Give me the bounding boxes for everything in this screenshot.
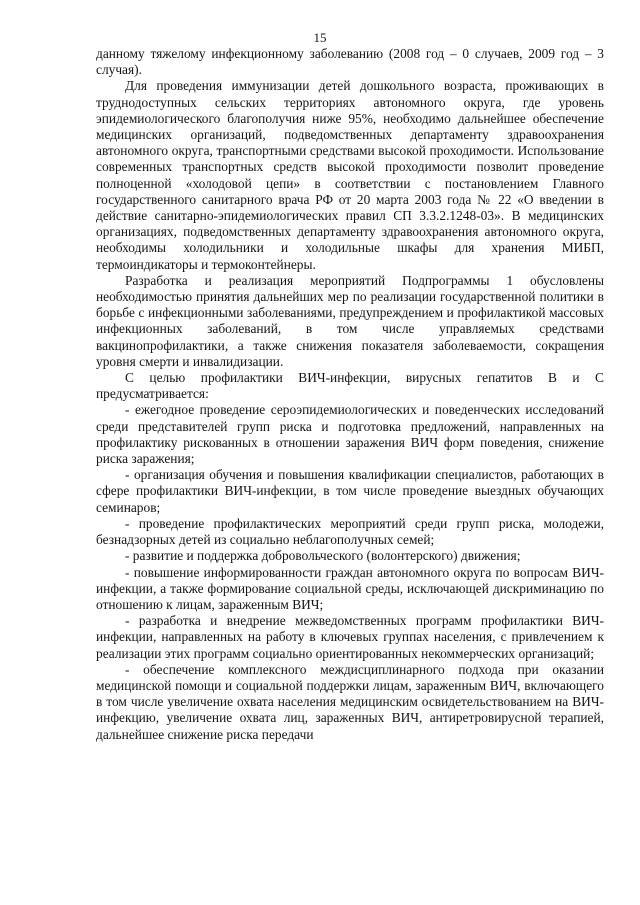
list-item: - разработка и внедрение межведомственных программ профилактики ВИЧ-инфекции, направленных на работу в ключевых группах населения, с привлечением к реализации этих программ социально ориентированных некоммерческих организаций; — [96, 613, 604, 661]
document-body — [96, 46, 604, 743]
list-item: - обеспечение комплексного междисциплинарного подхода при оказании медицинской помощи и социальной поддержки лицам, зараженным ВИЧ, включающего в том числе увеличение охвата населения медицинским освидетельствованием на ВИЧ-инфекцию, увеличение охвата лиц, зараженных ВИЧ, антиретровирусной терапией, дальнейшее снижение риска передачи — [96, 661, 604, 742]
list-item: - проведение профилактических мероприятий среди групп риска, молодежи, безнадзорных детей из социально неблагополучных семей; — [96, 515, 604, 548]
paragraph-continuation: данному тяжелому инфекционному заболеванию (2008 год – 0 случаев, 2009 год – 3 случая). — [96, 46, 604, 78]
paragraph-immunization-transport: Для проведения иммунизации детей дошкольного возраста, проживающих в труднодоступных сельских территориях автономного округа, где уровень эпидемиологического благополучия ниже 95%, необходимо дальнейшее обеспечение медицинских организаций, подведомственных департаменту здравоохранения автономного округа, транспортными средствами высокой проходимости. Использование современных транспортных средств высокой проходимости позволит проведение полноценной «холодовой цепи» в соответствии с постановлением Главного государственного санитарного врача РФ от 20 марта 2003 года № 22 «О введении в действие санитарно-эпидемиологических правил СП 3.3.2.1248-03». В медицинских организациях, подведомственных департаменту здравоохранения автономного округа, необходимы холодильники и холодильные шкафы для хранения МИБП, термоиндикаторы и термоконтейнеры. — [96, 78, 604, 272]
page-number: 15 — [313, 30, 327, 45]
list-item: - развитие и поддержка добровольческого (волонтерского) движения; — [125, 548, 521, 564]
list-item: - ежегодное проведение сероэпидемиологических и поведенческих исследований среди представителей групп риска и подготовка предложений, направленных на профилактику рискованных в отношении заражения ВИЧ форм поведения, снижение риска заражения; — [96, 402, 604, 467]
paragraph-hiv-intro: С целью профилактики ВИЧ-инфекции, вирусных гепатитов В и С предусматривается: — [96, 370, 604, 402]
list-item: - повышение информированности граждан автономного округа по вопросам ВИЧ-инфекции, а также формирование социальной среды, исключающей дискриминацию по отношению к лицам, зараженным ВИЧ; — [96, 564, 604, 612]
paragraph-subprogram-rationale: Разработка и реализация мероприятий Подпрограммы 1 обусловлены необходимостью принятия дальнейших мер по реализации государственной политики в борьбе с инфекционными заболеваниями, предупреждением и профилактикой массовых инфекционных заболеваний, в том числе управляемых средствами вакцинопрофилактики, а также снижения показателя заболеваемости, сокращения уровня смерти и инвалидизации. — [96, 272, 604, 369]
list-item: - организация обучения и повышения квалификации специалистов, работающих в сфере профилактики ВИЧ-инфекции, в том числе проведение выездных обучающих семинаров; — [96, 467, 604, 515]
